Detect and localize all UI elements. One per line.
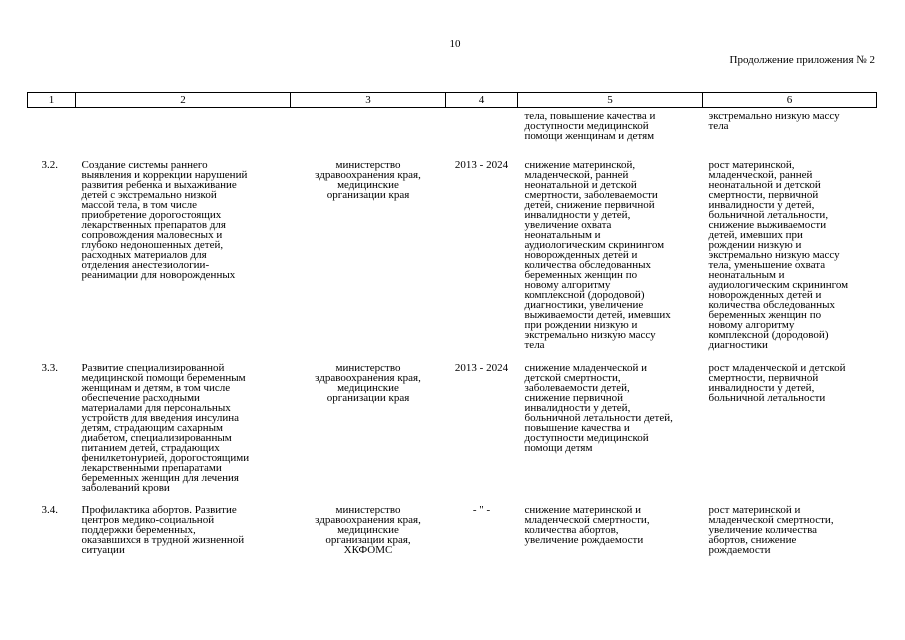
consequence: рост материнской, младенческой, ранней неонатальной и детской смертности, первичной инвалидности у детей, больничной летальности, снижение выживаемости детей, имевших при рождении низкую и экстремально низкую массу тела, уменьшение охвата неонатальным и аудиологическим скринингом новорожденных детей и количества обследованных беременных женщин по новому алгоритму комплексной (дородовой) диагностики — [708, 159, 849, 351]
row-number: 3.4. — [41, 504, 58, 516]
header-col-3: 3 — [291, 93, 446, 108]
continuation-row — [28, 108, 877, 142]
expected-effect: снижение материнской и младенческой смертности, количества абортов, увеличение рождаемости — [524, 504, 650, 546]
measure-name: Развитие специализированной медицинской помощи беременным женщинам и детям, в том числе обеспечение расходными материалами для персональных устройств для введения инсулина детям, страдающим сахарным диабетом, специализированным питанием детей, страдающих фенилкетонурией, дорогостоящими лекарственными препаратами беременных женщин для лечения заболеваний крови — [81, 362, 250, 494]
expected-effect: снижение материнской, младенческой, ранней неонатальной и детской смертности, заболеваемости детей, снижение первичной инвалидности у детей, увеличение охвата неонатальным и аудиологическим скринингом новорожденных детей и количества обследованных беременных женщин по новому алгоритму комплексной (дородовой) диагностики, увеличение выживаемости детей, имевших при рождении низкую и экстремально низкую массу тела — [524, 159, 671, 351]
table-row-3-3 — [28, 350, 877, 493]
consequence: рост младенческой и детской смертности, первичной инвалидности у детей, больничной летальности — [708, 362, 846, 404]
consequence: рост материнской и младенческой смертности, увеличение количества абортов, снижение рождаемости — [708, 504, 834, 556]
cont-empty-2 — [76, 108, 291, 142]
cont-effect: тела, повышение качества и доступности медицинской помощи женщинам и детям — [524, 110, 656, 142]
measure-name: Профилактика абортов. Развитие центров медико-социальной поддержки беременных, оказавшихся в трудной жизненной ситуации — [81, 504, 245, 556]
header-col-6: 6 — [703, 93, 877, 108]
measures-table — [27, 92, 877, 555]
cont-empty-3 — [291, 108, 446, 142]
measure-name: Создание системы раннего выявления и коррекции нарушений развития ребенка и выхаживание детей с экстремально низкой массой тела, в том числе приобретение дорогостоящих лекарственных препаратов для сопровождения маловесных и глубоко недоношенных детей, расходных материалов для отделения анестезиологии- реанимации для новорожденных — [81, 159, 248, 281]
row-number: 3.3. — [41, 362, 58, 374]
expected-effect: снижение младенческой и детской смертности, заболеваемости детей, снижение первичной инвалидности у детей, больничной летальности детей, повышение качества и доступности медицинской помощи детям — [524, 362, 673, 454]
row-number: 3.2. — [41, 159, 58, 171]
page-number: 10 — [449, 38, 461, 50]
continuation-title: Продолжение приложения № 2 — [729, 54, 875, 66]
cont-result: экстремально низкую массу тела — [708, 110, 840, 132]
header-col-5: 5 — [518, 93, 703, 108]
header-col-2: 2 — [76, 93, 291, 108]
table-row-3-2 — [28, 141, 877, 350]
period: 2013 - 2024 — [454, 159, 509, 171]
table-row-3-4 — [28, 493, 877, 555]
period: 2013 - 2024 — [454, 362, 509, 374]
table-header-row — [28, 93, 877, 108]
executor: министерство здравоохранения края, медицинские организации края, ХКФОМС — [315, 504, 421, 556]
header-col-1: 1 — [28, 93, 76, 108]
header-col-4: 4 — [446, 93, 518, 108]
executor: министерство здравоохранения края, медицинские организации края — [315, 362, 421, 404]
cont-empty-1 — [28, 108, 76, 142]
cont-empty-4 — [446, 108, 518, 142]
executor: министерство здравоохранения края, медицинские организации края — [315, 159, 421, 201]
period: - " - — [472, 504, 491, 516]
